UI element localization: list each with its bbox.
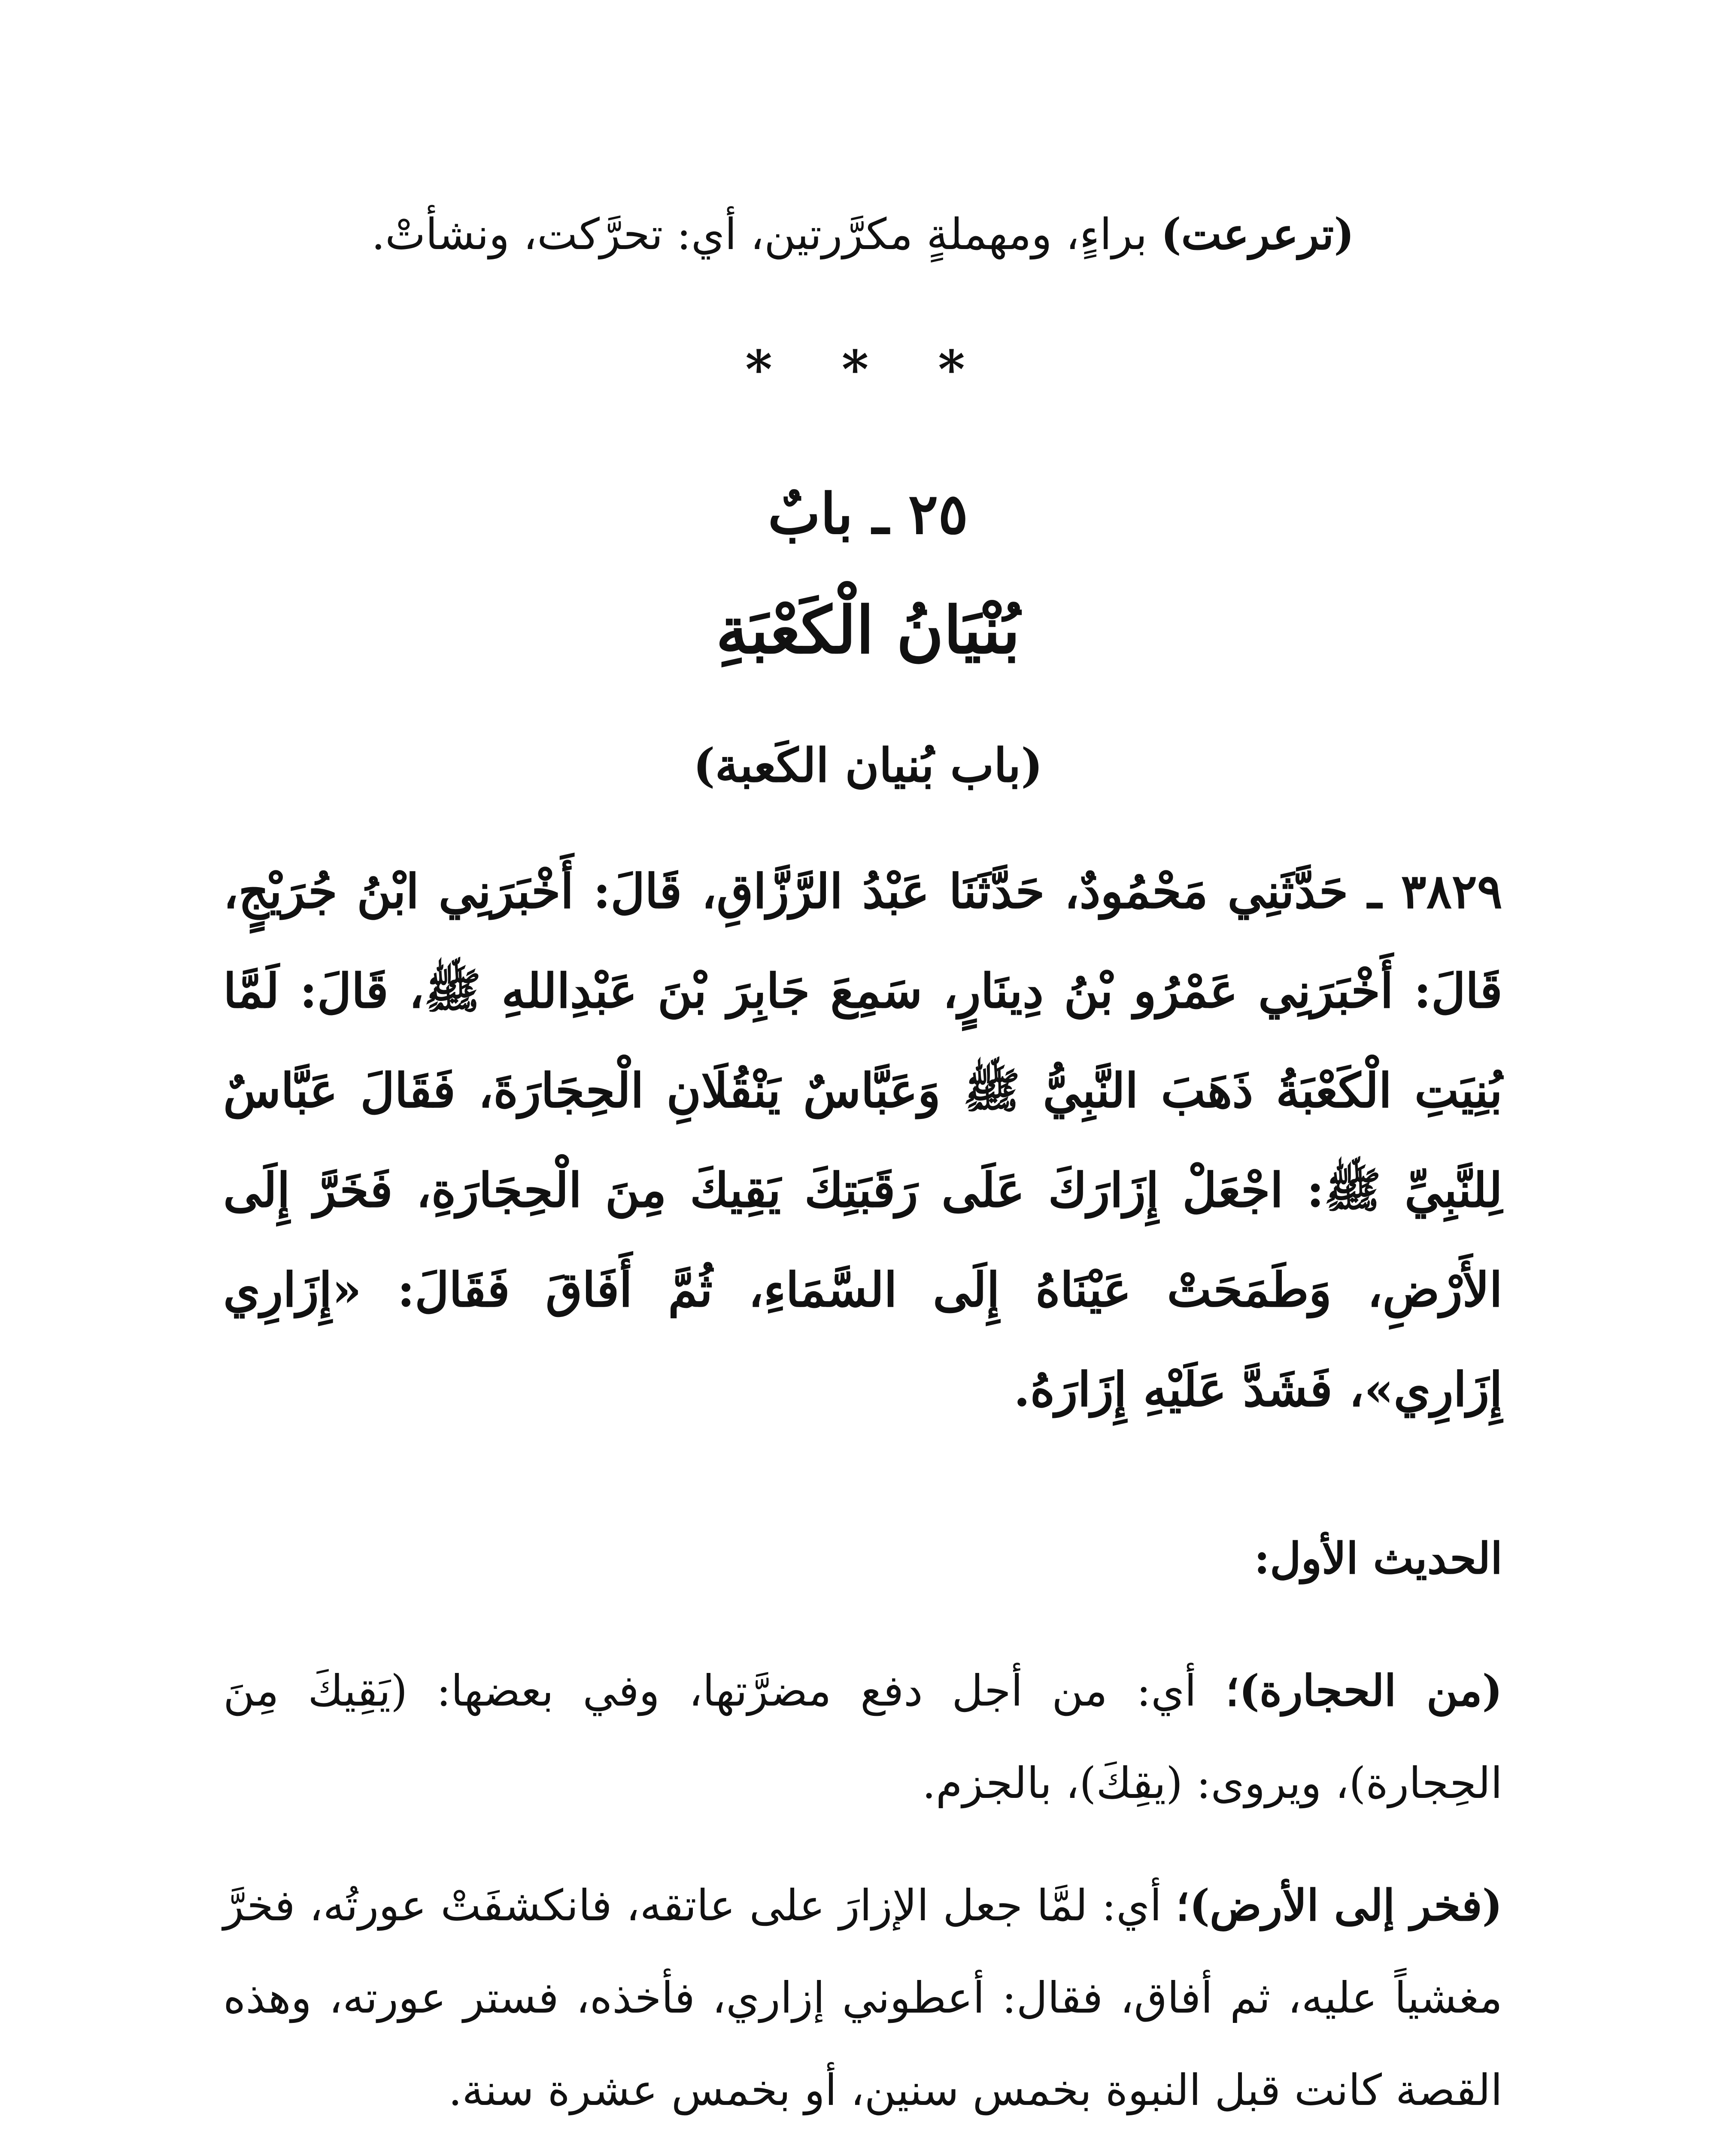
commentary-term-2: (فخر إلى الأرض)؛ — [1175, 1880, 1502, 1931]
commentary-paragraph-1 — [223, 1645, 1502, 1829]
commentary-paragraph-2 — [223, 1859, 1502, 2136]
chapter-number: ٢٥ ـ بابٌ — [768, 481, 968, 547]
commentary-heading: الحديث الأول: — [1254, 1533, 1502, 1584]
commentary-text-1: أي: من أجل دفع مضرَّتها، وفي بعضها: (يَقِيكَ مِنَ الحِجارة)، ويروى: (يقِكَ)، بالجزم. — [223, 1666, 1502, 1808]
commentary-text-2: أي: لمَّا جعل الإزارَ على عاتقه، فانكشفَتْ عورتُه، فخرَّ مغشياً عليه، ثم أفاق، فقال: أعطوني إزاري، فأخذه، فستر عورته، وهذه القصة كانت قبل النبوة بخمس سنين، أو بخمس عشرة سنة. — [223, 1880, 1502, 2115]
chapter-subtitle: (باب بُنيان الكَعبة) — [693, 739, 1043, 793]
top-term: (ترعرعت) — [1161, 209, 1354, 259]
hadith-text: ٣٨٢٩ ـ حَدَّثَنِي مَحْمُودٌ، حَدَّثَنَا عَبْدُ الرَّزَّاقِ، قَالَ: أَخْبَرَنِي ابْنُ جُرَيْجٍ، قَالَ: أَخْبَرَنِي عَمْرُو بْنُ دِينَارٍ، سَمِعَ جَابِرَ بْنَ عَبْدِاللهِ ﷺ، قَالَ: لَمَّا بُنِيَتِ الْكَعْبَةُ ذَهَبَ النَّبِيُّ ﷺ وَعَبَّاسٌ يَنْقُلَانِ الْحِجَارَةَ، فَقَالَ عَبَّاسٌ لِلنَّبِيِّ ﷺ: اجْعَلْ إِزَارَكَ عَلَى رَقَبَتِكَ يَقِيكَ مِنَ الْحِجَارَةِ، فَخَرَّ إِلَى الأَرْضِ، وَطَمَحَتْ عَيْنَاهُ إِلَى السَّمَاءِ، ثُمَّ أَفَاقَ فَقَالَ: «إِزَارِي إِزَارِي»، فَشَدَّ عَلَيْهِ إِزَارَهُ. — [223, 864, 1502, 1417]
section-separator: * * * — [745, 339, 991, 400]
top-commentary-line — [223, 202, 1502, 267]
chapter-title: بُنْيَانُ الْكَعْبَةِ — [716, 593, 1020, 668]
top-text: براءٍ، ومهملةٍ مكرَّرتين، أي: تحرَّكت، ونشأتْ. — [371, 209, 1161, 259]
commentary-term-1: (من الحجارة)؛ — [1225, 1665, 1502, 1716]
